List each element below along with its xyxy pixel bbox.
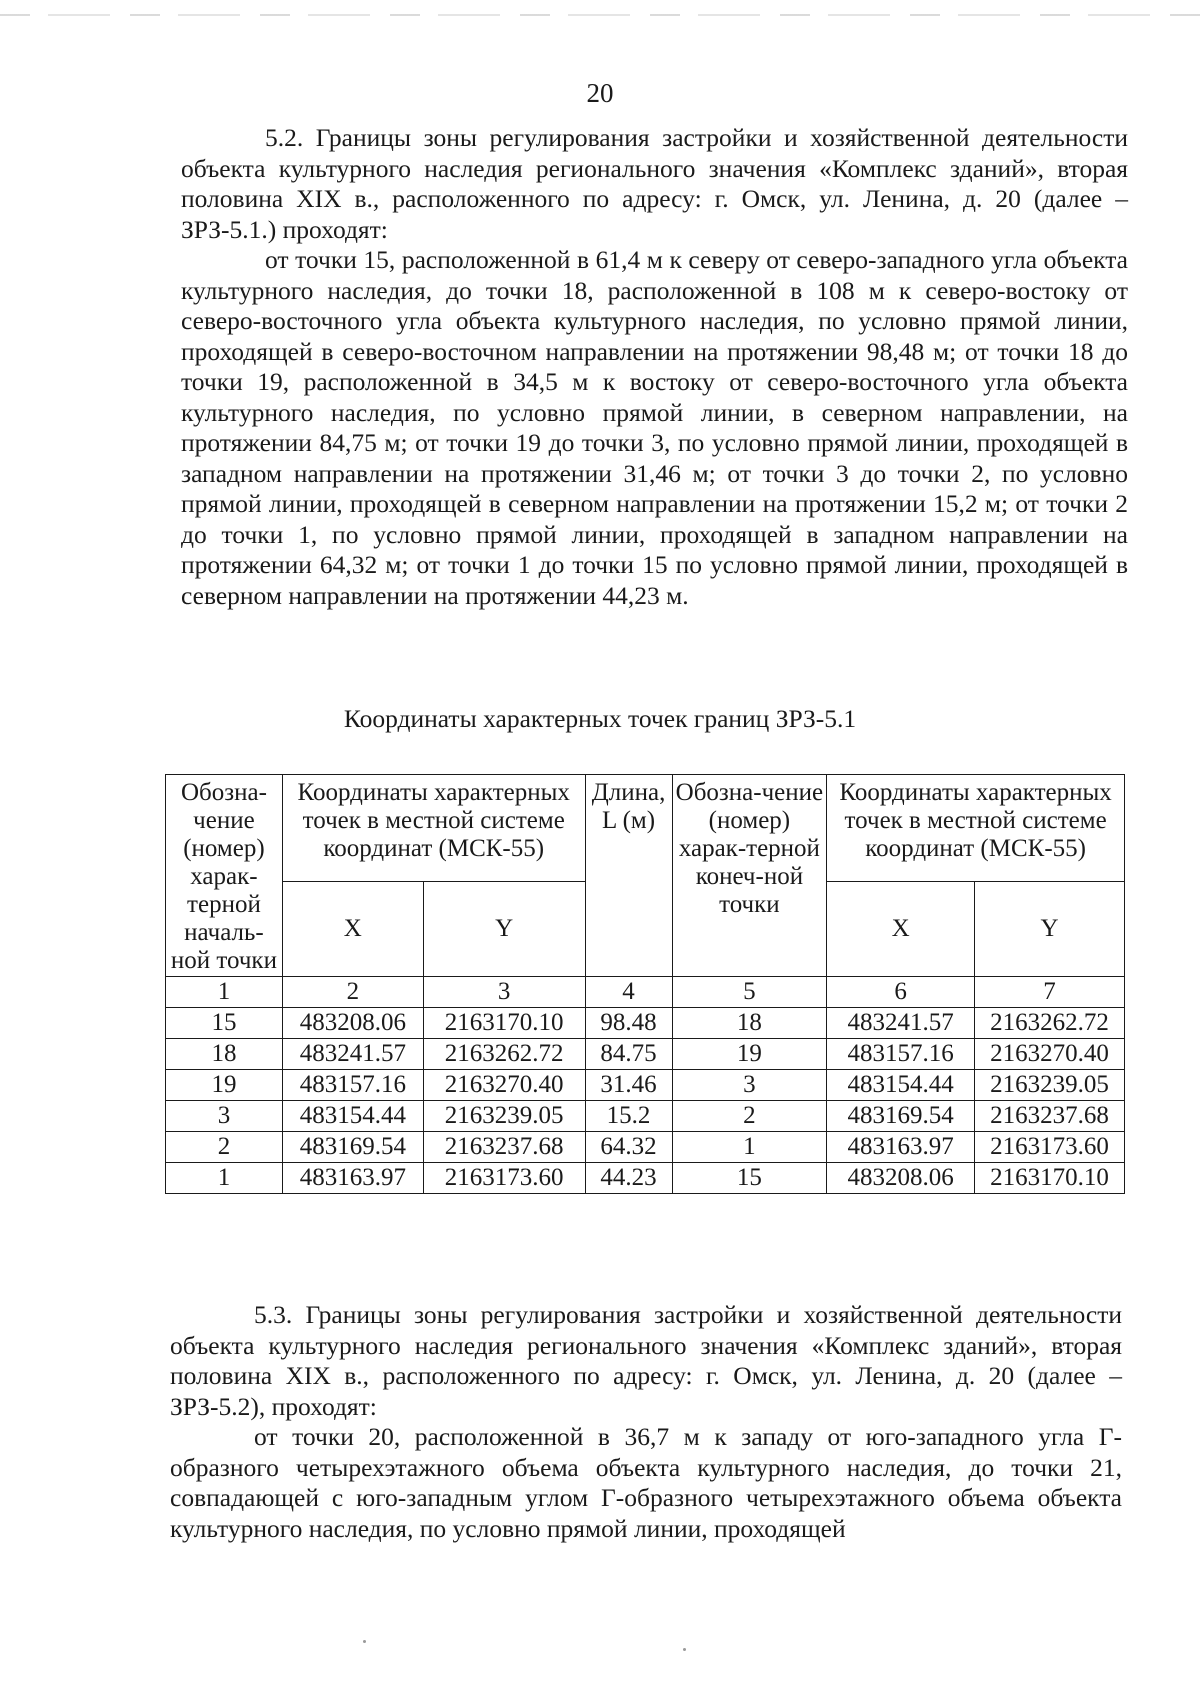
start-point-cell: 15	[166, 1008, 283, 1039]
end-x-cell: 483163.97	[827, 1132, 975, 1163]
start-x-cell: 483163.97	[282, 1163, 423, 1194]
table-header-row	[166, 775, 1125, 882]
header-coords-start: Координаты характерных точек в местной системе координат (МСК-55)	[282, 775, 585, 882]
table-row	[166, 1070, 1125, 1101]
end-y-cell: 2163239.05	[975, 1070, 1125, 1101]
table-row	[166, 1101, 1125, 1132]
column-number: 2	[282, 977, 423, 1008]
header-length: Длина, L (м)	[585, 775, 672, 977]
start-y-cell: 2163170.10	[423, 1008, 585, 1039]
column-number: 7	[975, 977, 1125, 1008]
end-y-cell: 2163170.10	[975, 1163, 1125, 1194]
end-point-cell: 3	[672, 1070, 827, 1101]
start-x-cell: 483169.54	[282, 1132, 423, 1163]
section-5-3-description: от точки 20, расположенной в 36,7 м к западу от юго-западного угла Г-образного четырехэтажного объема объекта культурного наследия, до точки 21, совпадающей с юго-западным углом Г-образного четырехэтажного объема объекта культурного наследия, по условно прямой линии, проходящей	[170, 1422, 1122, 1543]
header-coords-end: Координаты характерных точек в местной системе координат (МСК-55)	[827, 775, 1125, 882]
end-y-cell: 2163173.60	[975, 1132, 1125, 1163]
header-x-end: X	[827, 882, 975, 977]
table-row	[166, 1132, 1125, 1163]
length-cell: 44.23	[585, 1163, 672, 1194]
start-point-cell: 19	[166, 1070, 283, 1101]
start-y-cell: 2163270.40	[423, 1070, 585, 1101]
page-number: 20	[586, 78, 614, 108]
header-start-point: Обозна-чение (номер) харак-терной началь-ной точки	[166, 775, 283, 977]
start-point-cell: 3	[166, 1101, 283, 1132]
scan-speck	[363, 1640, 366, 1643]
section-5-2	[181, 123, 1128, 611]
end-point-cell: 15	[672, 1163, 827, 1194]
start-point-cell: 1	[166, 1163, 283, 1194]
section-5-3-intro: 5.3. Границы зоны регулирования застройки и хозяйственной деятельности объекта культурного наследия регионального значения «Комплекс зданий», вторая половина XIX в., расположенного по адресу: г. Омск, ул. Ленина, д. 20 (далее – ЗРЗ-5.2), проходят:	[170, 1300, 1122, 1421]
end-x-cell: 483208.06	[827, 1163, 975, 1194]
end-y-cell: 2163237.68	[975, 1101, 1125, 1132]
column-number: 5	[672, 977, 827, 1008]
header-y-end: Y	[975, 882, 1125, 977]
start-x-cell: 483157.16	[282, 1070, 423, 1101]
end-point-cell: 1	[672, 1132, 827, 1163]
start-x-cell: 483208.06	[282, 1008, 423, 1039]
coordinates-table	[165, 774, 1125, 1194]
end-x-cell: 483169.54	[827, 1101, 975, 1132]
start-x-cell: 483154.44	[282, 1101, 423, 1132]
section-5-3	[170, 1300, 1122, 1544]
start-point-cell: 18	[166, 1039, 283, 1070]
table-row	[166, 1163, 1125, 1194]
length-cell: 64.32	[585, 1132, 672, 1163]
start-y-cell: 2163239.05	[423, 1101, 585, 1132]
table-row	[166, 1039, 1125, 1070]
column-number: 3	[423, 977, 585, 1008]
header-y-start: Y	[423, 882, 585, 977]
start-y-cell: 2163237.68	[423, 1132, 585, 1163]
end-y-cell: 2163262.72	[975, 1008, 1125, 1039]
table-row	[166, 1008, 1125, 1039]
end-point-cell: 18	[672, 1008, 827, 1039]
column-number-row	[166, 977, 1125, 1008]
header-x-start: X	[282, 882, 423, 977]
table-title: Координаты характерных точек границ ЗРЗ-5.1	[343, 704, 857, 733]
start-y-cell: 2163173.60	[423, 1163, 585, 1194]
length-cell: 84.75	[585, 1039, 672, 1070]
end-x-cell: 483157.16	[827, 1039, 975, 1070]
length-cell: 31.46	[585, 1070, 672, 1101]
end-x-cell: 483241.57	[827, 1008, 975, 1039]
end-point-cell: 2	[672, 1101, 827, 1132]
section-5-2-intro: 5.2. Границы зоны регулирования застройки и хозяйственной деятельности объекта культурного наследия регионального значения «Комплекс зданий», вторая половина XIX в., расположенного по адресу: г. Омск, ул. Ленина, д. 20 (далее – ЗРЗ-5.1.) проходят:	[181, 123, 1128, 244]
end-point-cell: 19	[672, 1039, 827, 1070]
column-number: 1	[166, 977, 283, 1008]
start-y-cell: 2163262.72	[423, 1039, 585, 1070]
start-x-cell: 483241.57	[282, 1039, 423, 1070]
column-number: 6	[827, 977, 975, 1008]
end-x-cell: 483154.44	[827, 1070, 975, 1101]
length-cell: 98.48	[585, 1008, 672, 1039]
column-number: 4	[585, 977, 672, 1008]
scan-speck	[683, 1648, 686, 1651]
scan-edge-artifact	[0, 14, 1200, 16]
end-y-cell: 2163270.40	[975, 1039, 1125, 1070]
section-5-2-description: от точки 15, расположенной в 61,4 м к северу от северо-западного угла объекта культурного наследия, до точки 18, расположенной в 108 м к северо-востоку от северо-восточного угла объекта культурного наследия, по условно прямой линии, проходящей в северо-восточном направлении на протяжении 98,48 м; от точки 18 до точки 19, расположенной в 34,5 м к востоку от северо-восточного угла объекта культурного наследия, по условно прямой линии, в северном направлении, на протяжении 84,75 м; от точки 19 до точки 3, по условно прямой линии, проходящей в западном направлении на протяжении 31,46 м; от точки 3 до точки 2, по условно прямой линии, проходящей в северном направлении на протяжении 15,2 м; от точки 2 до точки 1, по условно прямой линии, проходящей в западном направлении на протяжении 64,32 м; от точки 1 до точки 15 по условно прямой линии, проходящей в северном направлении на протяжении 44,23 м.	[181, 245, 1128, 610]
start-point-cell: 2	[166, 1132, 283, 1163]
length-cell: 15.2	[585, 1101, 672, 1132]
header-end-point: Обозна-чение (номер) харак-терной конеч-ной точки	[672, 775, 827, 977]
